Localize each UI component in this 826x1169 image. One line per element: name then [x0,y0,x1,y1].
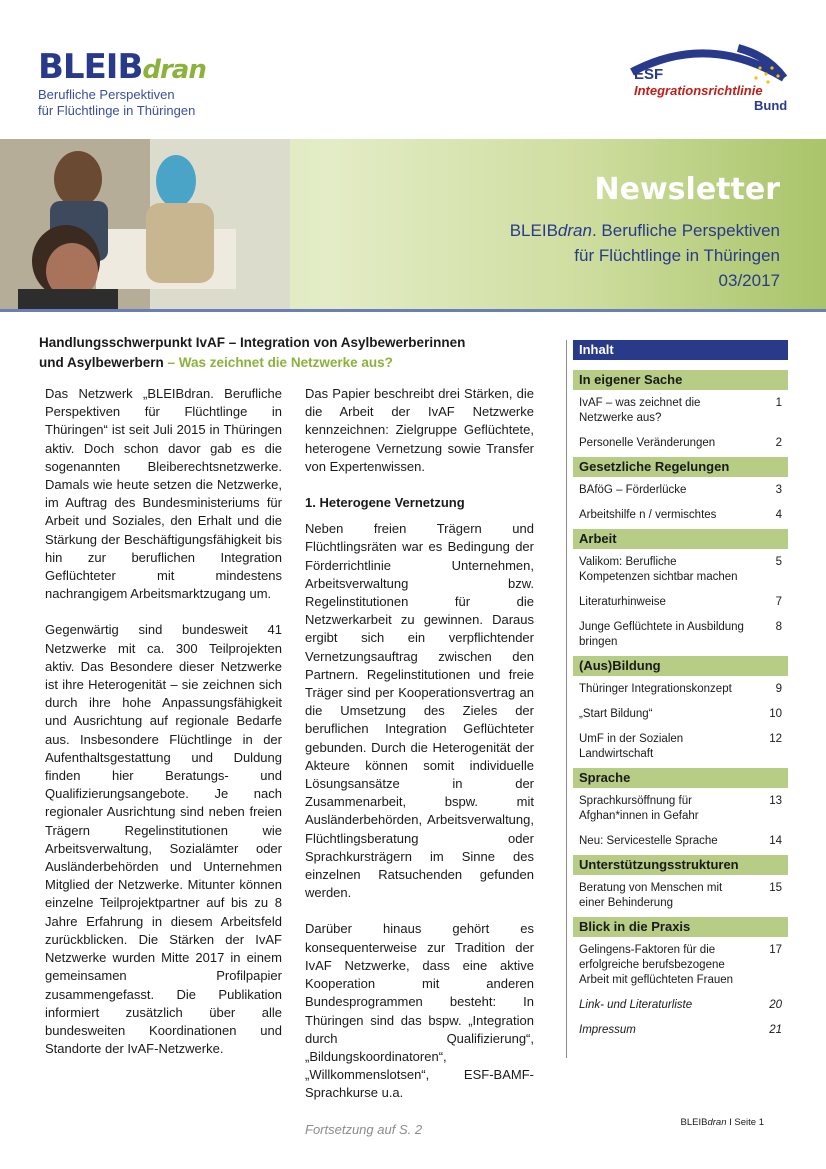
paragraph: Gegenwärtig sind bundesweit 41 Netzwerke mit ca. 300 Teilprojekten aktiv. Das Besondere dieser Netzwerke ist ihre Heterogenität – sie zeichnen sich durch ihre hohe Anpassungsfähigkeit und Ausrichtung auf regionale Bedarfe aus. Insbesondere Flüchtlinge in der Aufenthaltsgestattung und Duldung finden hier Beratungs- und Qualifizierungsangebote. Je nach regionaler Ausrichtung sind neben freien Trägern Regelinstitutionen wie Arbeitsverwaltung, Sozialämter oder Ausländerbehörden und Unternehmen Mitglied der Netzwerke. Mitunter können einzelne Teilprojektpartner auf bis zu 8 Jahre Erfahrung in diesem Arbeitsfeld zurückblicken. Die Stärken der IvAF Netzwerke wurden Mitte 2017 in einem gemeinsamen Profilpapier zusammengefasst. Die Publikation informiert zusätzlich über alle bundesweiten Koordinationen und Standorte der IvAF-Netzwerke. [45,622,282,1057]
toc-entry-label: Beratung von Menschen mit einer Behinderung [579,882,723,909]
toc-entry-label: Literaturhinweise [579,596,666,608]
toc-entry-page: 10 [769,708,782,720]
toc-entry-label: Sprachkursöffnung für Afghan*innen in Gefahr [579,795,699,822]
headline-line-2-text: und Asylbewerbern [39,355,164,370]
subtitle-brand-italic: dran [557,221,592,240]
toc-entry-page: 2 [775,437,782,449]
toc-entry-label: Gelingens-Faktoren für die erfolgreiche berufsbezogene Arbeit mit geflüchteten Frauen [579,944,734,986]
toc-entry-label: Personelle Veränderungen [579,437,716,449]
toc-entry-page: 7 [775,596,782,608]
toc-entry[interactable] [573,875,788,915]
toc-entry-label: Impressum [579,1024,636,1036]
toc-entry-label: Junge Geflüchtete in Ausbildung bringen [579,621,744,648]
toc-section-title: Blick in die Praxis [573,917,788,937]
toc-entry-label: BAföG – Förderlücke [579,484,687,496]
toc-entry-label: „Start Bildung“ [579,708,653,720]
toc-entry[interactable] [573,589,788,614]
toc-entry-page: 8 [775,621,782,633]
footer-brand-italic: dran [707,1117,727,1128]
footer-page-label: I Seite 1 [729,1117,764,1128]
toc-entry-label: UmF in der Sozialen Landwirtschaft [579,733,684,760]
logo-accent-text: dran [142,55,206,85]
bleibdran-logo [38,47,248,119]
toc-entry[interactable] [573,992,788,1017]
esf-bund: Bund [754,98,788,113]
toc-entry[interactable] [573,788,788,828]
toc-entry-page: 9 [775,683,782,695]
toc-section-title: (Aus)Bildung [573,656,788,676]
toc-entry[interactable] [573,477,788,502]
toc-entry[interactable] [573,937,788,992]
toc-entry-page: 21 [769,1024,782,1036]
toc-entry-label: Arbeitshilfe n / vermischtes [579,509,717,521]
article-column-2 [305,385,534,1139]
newsletter-subtitle-1 [510,221,780,241]
subtitle-rest: . Berufliche Perspektiven [591,221,780,240]
logo-main-text: BLEIB [38,47,143,87]
banner-divider [0,309,826,312]
newsletter-subtitle-2: für Flüchtlinge in Thüringen [574,246,780,265]
toc-entry[interactable] [573,430,788,455]
toc-entry[interactable] [573,726,788,766]
toc-entry-label: Neu: Servicestelle Sprache [579,835,718,847]
photo-people-icon [0,139,290,309]
logo-subtitle-2: für Flüchtlinge in Thüringen [38,103,196,118]
toc-entry-label: IvAF – was zeichnet die Netzwerke aus? [579,397,701,424]
paragraph: Das Papier beschreibt drei Stärken, die die Arbeit der IvAF Netzwerke kennzeichnen: Zielgruppe Geflüchtete, heterogene Vernetzung sowie Transfer von Expertenwissen. [305,386,534,474]
paragraph: Darüber hinaus gehört es konsequenterweise zur Tradition der IvAF Netzwerke, dass eine aktive Kooperation mit anderen Bundesprogrammen besteht: In Thüringen sind das bspw. „Integration durch Qualifizierung“, „Bildungskoordinatoren“, „Willkommenslotsen“, ESF-BAMF-Sprachkurse u.a. [305,921,534,1101]
esf-integrationsrichtlinie: Integrationsrichtlinie [634,83,763,98]
esf-logo [628,38,788,114]
logo-subtitle-1: Berufliche Perspektiven [38,87,175,102]
esf-label: ESF [634,66,664,83]
banner-photo [0,139,290,309]
continued-link[interactable]: Fortsetzung auf S. 2 [305,1121,423,1137]
logo-wordmark [38,47,248,87]
newsletter-title: Newsletter [594,172,780,207]
toc-entry-page: 17 [769,944,782,956]
toc-entry-label: Link- und Literaturliste [579,999,693,1011]
toc-entry[interactable] [573,502,788,527]
toc-entry[interactable] [573,676,788,701]
paragraph: Neben freien Trägern und Flüchtlingsräten war es Bedingung der Förderrichtlinie Unternehmen, Arbeitsverwaltung bzw. Regelinstitutionen für die Netzwerkarbeit zu gewinnen. Daraus ergibt sich ein verpflichtender Vernetzungsauftrag zwischen den Partnern. Regelinstitutionen und freie Träger sind per Kooperationsvertrag an die Umsetzung des Zieles der beruflichen Integration Geflüchteter gebunden. Durch die Heterogenität der Akteure können somit individuelle Lösungsansätze in der Zusammenarbeit, bspw. mit Ausländerbehörden, Arbeitsverwaltung, Flüchtlingsberatung oder Sprachkursträgern im Sinne des einzelnen Ratsuchenden gefunden werden. [305,521,534,901]
toc-section-title: Gesetzliche Regelungen [573,457,788,477]
table-of-contents [573,340,788,1044]
headline-line-1: Handlungsschwerpunkt IvAF – Integration von Asylbewerberinnen [39,335,466,350]
headline-line-2 [39,353,509,373]
page-footer [681,1117,764,1128]
article-headline [39,333,509,373]
toc-heading: Inhalt [573,340,788,360]
footer-brand: BLEIB [680,1117,708,1128]
toc-entry-page: 4 [775,509,782,521]
article-column-1 [45,385,282,1076]
toc-entry-label: Valikom: Berufliche Kompetenzen sichtbar machen [579,556,738,583]
toc-entry-page: 12 [769,733,782,745]
paragraph: Das Netzwerk „BLEIBdran. Berufliche Perspektiven für Flüchtlinge in Thüringen“ ist seit Juli 2015 in Thüringen aktiv. Doch schon davor gab es die sogenannten Bleiberechtsnetzwerke. Damals wie heute setzen die Netzwerke, im Auftrag des Bundesministeriums für Arbeit und Soziales, den Erhalt und die Stärkung der Beschäftigungsfähigkeit bis hin zur beruflichen Integration Geflüchteter mit mindestens nachrangigem Arbeitsmarktzugang um. [45,386,282,602]
toc-entry-page: 3 [775,484,782,496]
toc-entry-label: Thüringer Integrationskonzept [579,683,732,695]
toc-section-title: In eigener Sache [573,370,788,390]
toc-entry-page: 20 [769,999,782,1011]
newsletter-issue: 03/2017 [718,271,780,290]
subtitle-brand: BLEIB [509,221,558,240]
toc-entry[interactable] [573,701,788,726]
headline-accent: – Was zeichnet die Netzwerke aus? [163,355,393,370]
toc-entry-page: 15 [769,882,782,894]
toc-entry-page: 5 [775,556,782,568]
toc-entry[interactable] [573,1017,788,1042]
toc-entry-page: 1 [775,397,782,409]
toc-entry-page: 14 [769,835,782,847]
toc-entry[interactable] [573,614,788,654]
toc-entry-page: 13 [769,795,782,807]
toc-entry[interactable] [573,549,788,589]
toc-section-title: Sprache [573,768,788,788]
toc-entry[interactable] [573,390,788,430]
sidebar-divider [566,340,567,1058]
toc-section-title: Unterstützungsstrukturen [573,855,788,875]
toc-body [573,370,788,1044]
section-heading: 1. Heterogene Vernetzung [305,495,465,511]
toc-entry[interactable] [573,828,788,853]
toc-section-title: Arbeit [573,529,788,549]
